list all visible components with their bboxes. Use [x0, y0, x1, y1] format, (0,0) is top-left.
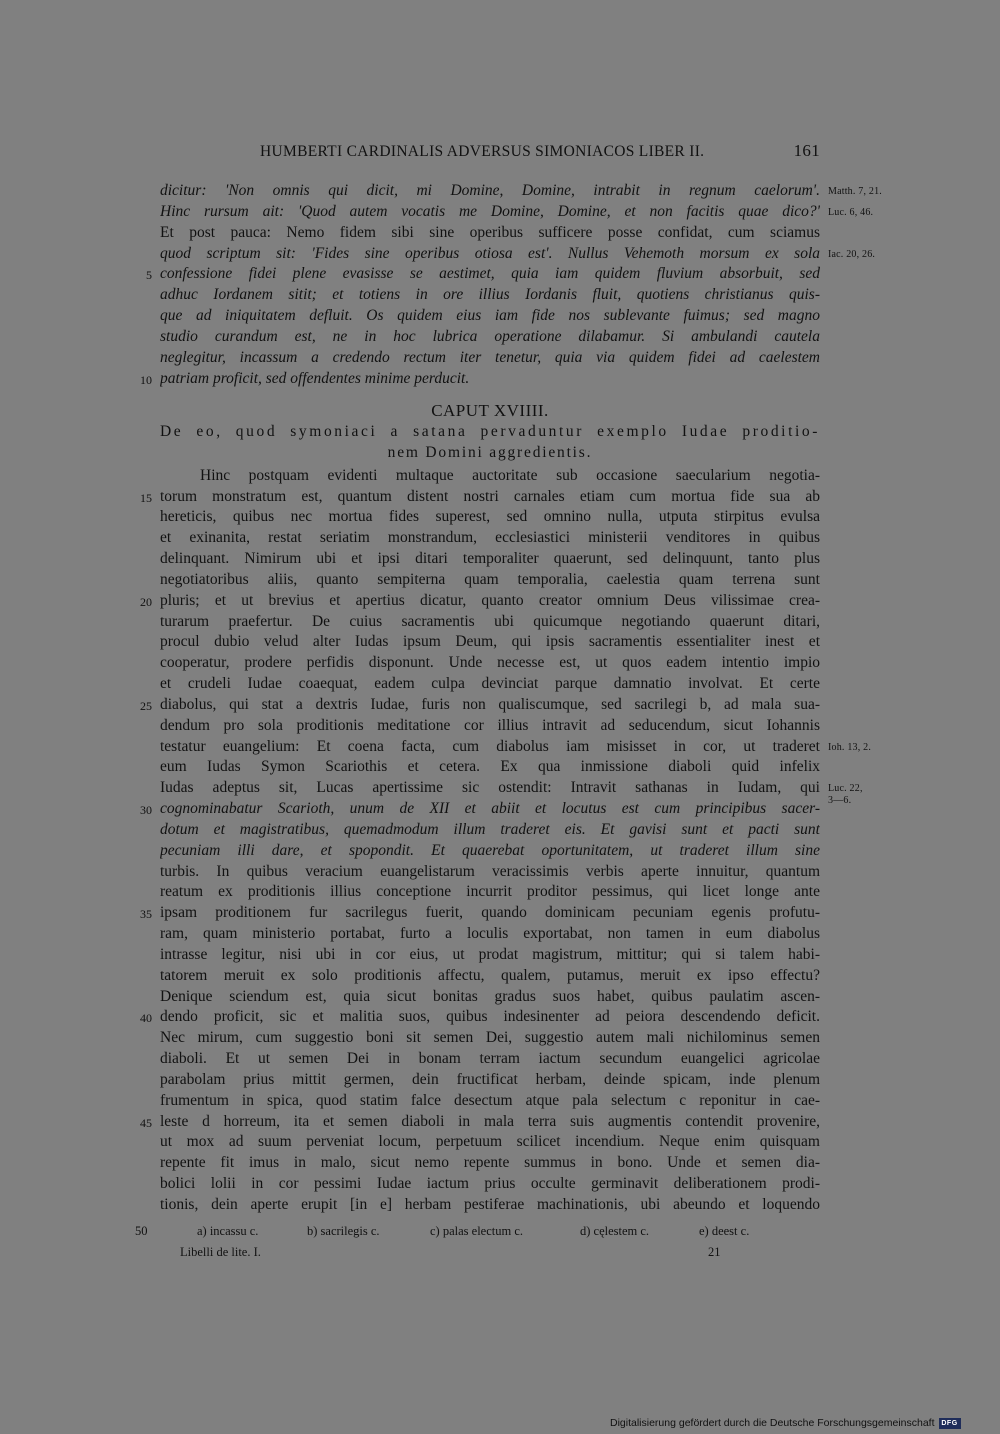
- text-line: Nec mirum, cum suggestio boni sit semen Dei, suggestio autem mali nichilominus semen: [160, 1029, 820, 1047]
- text-line: Et post pauca: Nemo fidem sibi sine operibus sufficere posse confidat, cum sciamus: [160, 223, 820, 241]
- text-line: delinquant. Nimirum ubi et ipsi ditari temporaliter quaerunt, sed delinquunt, tanto plus: [160, 550, 820, 568]
- footnote-c: c) palas electum c.: [430, 1224, 524, 1238]
- text-line: frumentum in spica, quod statim falce desectum atque pala selectum c reponitur in cae-: [160, 1091, 820, 1109]
- text-line: dendo proficit, sic et malitia suos, quibus indesinenter ad peiora descendendo deficit.: [160, 1008, 820, 1026]
- text-line: adhuc Iordanem sitit; et totiens in ore illius Iordanis fluit, quotiens christianus quis-: [160, 286, 820, 304]
- line-number: 25: [140, 698, 152, 713]
- text-line: parabolam prius mittit germen, dein fructificat herbam, deinde spicam, inde plenum: [160, 1070, 820, 1088]
- line-number: 15: [140, 490, 152, 505]
- footnote-e: e) deest c.: [699, 1224, 750, 1238]
- text-line: tatorem meruit ex solo proditionis affectu, qualem, putamus, meruit ex ipso effectu?: [160, 966, 820, 984]
- text-line: Iudas adeptus sit, Lucas apertissime sic ostendit: Intravit sathanas in Iudam, qui: [160, 779, 820, 797]
- text-line: hereticis, quibus nec mortua fides superest, sed omnino nulla, utputa stirpitus evulsa: [160, 508, 820, 526]
- text-line: ram, quam ministerio portabat, furto a loculis exportabat, non tamen in eum diabolus: [160, 925, 820, 942]
- text-line: leste d horreum, ita et semen diaboli in mala terra suis augmentis contendit provenire,: [160, 1112, 820, 1130]
- footnote-a: a) incassu c.: [197, 1224, 259, 1238]
- margin-reference: Luc. 22,: [828, 783, 863, 795]
- text-line: eum Iudas Symon Scariothis et cetera. Ex qua inmissione diaboli quid infelix: [160, 758, 820, 776]
- footnotes: [135, 1221, 825, 1241]
- text-line: turarum praefertur. De cuius sacramentis ubi quicumque negotiando quaerunt ditari,: [160, 612, 820, 630]
- footnote-line-number: 50: [135, 1224, 148, 1238]
- signature-title: Libelli de lite. I.: [180, 1245, 261, 1259]
- signature-line: [180, 1242, 740, 1262]
- text-line: dicitur: 'Non omnis qui dicit, mi Domine, Domine, intrabit in regnum caelorum'.: [160, 182, 820, 199]
- signature-number: 21: [708, 1245, 721, 1259]
- chapter-subtitle-line: De eo, quod symoniaci a satana pervaduntur exemplo Iudae proditio-: [160, 423, 820, 441]
- text-line: patriam proficit, sed offendentes minime perducit.: [160, 369, 470, 387]
- text-line: negotiatoribus aliis, quanto sempiterna quam temporalia, caelestia quam terrena sunt: [160, 570, 820, 588]
- dfg-logo-icon: DFG: [939, 1418, 961, 1429]
- text-line: ut mox ad suum perveniat locum, perpetuum scilicet incendium. Neque enim quisquam: [160, 1133, 820, 1151]
- text-line: neglegitur, incassum a credendo rectum iter tenetur, quia via quidem fidei ad caelestem: [160, 348, 820, 366]
- margin-reference: Ioh. 13, 2.: [828, 741, 872, 753]
- text-line: dendum pro sola proditionis meditatione cor illius intravit ad seducendum, sicut Iohannis: [160, 716, 820, 734]
- text-line: Hinc postquam evidenti multaque auctoritate sub occasione saecularium negotia-: [200, 466, 820, 484]
- page-header: [160, 143, 820, 167]
- margin-reference: 3—6.: [828, 794, 852, 806]
- line-number: 30: [140, 803, 152, 818]
- line-number: 40: [140, 1011, 152, 1026]
- text-line: que ad iniquitatem defluit. Os quidem eius iam fide nos sublevante fuimus; sed magno: [160, 307, 820, 324]
- text-line: cooperatur, prodere perfidis disponunt. Unde necesse est, ut quos eadem intentio impio: [160, 654, 820, 672]
- text-line: testatur euangelium: Et coena facta, cum diabolus iam misisset in cor, ut traderet: [160, 737, 820, 755]
- text-line: pecuniam illi dare, et spopondit. Et quaerebat oportunitatem, ut traderet illum sine: [160, 841, 820, 859]
- text-line: diaboli. Et ut semen Dei in bonam terram iactum secundum euangelici agricolae: [160, 1050, 820, 1067]
- line-number: 10: [140, 372, 152, 387]
- margin-reference: Matth. 7, 21.: [828, 186, 882, 197]
- chapter-heading: CAPUT XVIIII.: [431, 401, 549, 421]
- text-line: dotum et magistratibus, quemadmodum illum traderet eis. Et gavisi sunt et pacti sunt: [160, 820, 820, 838]
- text-line: et exinanita, restat seriatim monstrandum, ecclesiastici ministerii venditores in quibus: [160, 529, 820, 547]
- margin-reference: Luc. 6, 46.: [828, 206, 874, 218]
- page-number: 161: [793, 141, 820, 160]
- text-line: bolici lolii in cor pessimi Iudae iactum prius occulte germinavit deliberationem prodi-: [160, 1175, 820, 1192]
- text-line: studio curandum est, ne in hoc lubrica operatione dilabamur. Si ambulandi cautela: [160, 327, 820, 345]
- chapter-subtitle-line: nem Domini aggredientis.: [387, 444, 593, 461]
- text-line: quod scriptum sit: 'Fides sine operibus otiosa est'. Nullus Vehemoth morsum ex sola: [160, 244, 820, 262]
- text-line: confessione fidei plene evasisse se aestimet, quia iam quidem fluvium absorbuit, sed: [160, 265, 820, 283]
- text-line: repente fit imus in malo, sicut nemo repente summus in bono. Unde et semen dia-: [160, 1154, 820, 1172]
- line-number: 45: [140, 1115, 152, 1130]
- line-number: 20: [140, 594, 152, 609]
- funding-text: Digitalisierung gefördert durch die Deutsche Forschungsgemeinschaft: [610, 1417, 935, 1429]
- line-number: 35: [140, 907, 152, 922]
- text-line: reatum ex proditionis illius conceptione incurrit proditor pessimus, qui licet longe ante: [160, 883, 820, 901]
- text-line: et crudeli Iudae coaequat, eadem culpa devinciat parque damnatio involvat. Et certe: [160, 675, 820, 693]
- text-line: procul dubio velud alter Iudas ipsum Deum, qui ipsis sacramentis essentialiter inest et: [160, 633, 820, 651]
- line-number: 5: [146, 268, 152, 283]
- text-line: turbis. In quibus veracium euangelistarum veracissimis verbis aperte innuitur, quantum: [160, 862, 820, 880]
- text-line: Hinc rursum ait: 'Quod autem vocatis me Domine, Domine, et non facitis quae dico?': [160, 202, 820, 220]
- running-title: HUMBERTI CARDINALIS ADVERSUS SIMONIACOS LIBER II.: [260, 143, 705, 160]
- footnote-d: d) cęlestem c.: [580, 1224, 650, 1238]
- footnote-b: b) sacrilegis c.: [307, 1224, 380, 1238]
- text-line: cognominabatur Scarioth, unum de XII et abiit et locutus est cum principibus sacer-: [160, 800, 820, 818]
- text-line: diabolus, qui stat a dextris Iudae, furis non qualiscumque, sed sacrilegi b, ad mala sua-: [160, 695, 820, 713]
- text-line: ipsam proditionem fur sacrilegus fuerit, quando dominicam pecuniam egenis profutu-: [160, 904, 820, 922]
- text-line: torum monstratum est, quantum distent nostri carnales etiam cum mortua fide sua ab: [160, 487, 820, 505]
- text-line: tionis, dein aperte erupit [in e] herbam pestiferae machinationis, ubi abeundo et loquendo: [160, 1195, 820, 1213]
- funding-banner: [610, 1415, 961, 1431]
- text-line: intrasse legitur, nisi ubi in cor eius, ut prodat magistrum, mittitur; qui si talem habi-: [160, 945, 820, 963]
- text-line: Denique sciendum est, quia sicut bonitas gradus suos habet, quibus paulatim ascen-: [160, 987, 820, 1005]
- text-line: pluris; et ut brevius et apertius dicatur, quanto creator omnium Deus vilissimae crea-: [160, 591, 820, 609]
- margin-reference: Iac. 20, 26.: [828, 248, 876, 260]
